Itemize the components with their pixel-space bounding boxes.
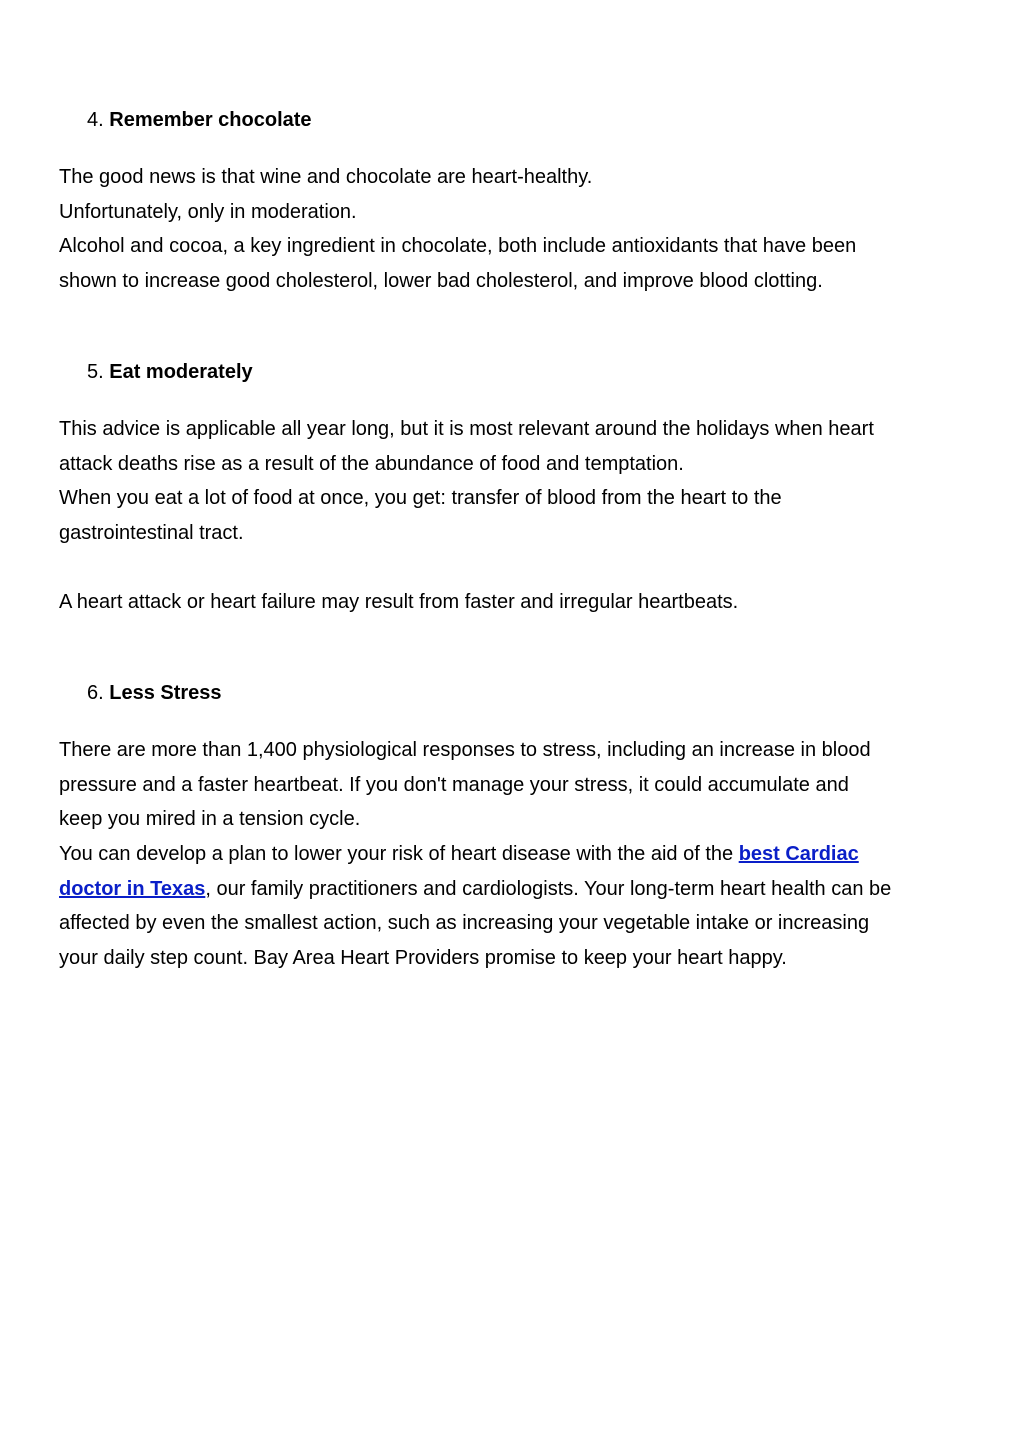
best-cardiac-doctor-link[interactable]: best Cardiac	[738, 843, 859, 865]
text-line: your daily step count. Bay Area Heart Providers promise to keep your heart happy.	[59, 947, 787, 970]
paragraph-chocolate	[59, 160, 969, 299]
section-title: Eat moderately	[109, 361, 253, 383]
text-line: affected by even the smallest action, such as increasing your vegetable intake or increasing	[59, 912, 870, 935]
text-line: keep you mired in a tension cycle.	[59, 808, 361, 831]
best-cardiac-doctor-link-continued[interactable]: doctor in Texas	[59, 877, 206, 900]
section-title: Remember chocolate	[109, 109, 312, 131]
section-heading-less-stress	[87, 676, 222, 710]
paragraph-eat-moderately	[59, 412, 969, 551]
paragraph-cardiac-plan	[59, 837, 969, 976]
text-line: The good news is that wine and chocolate are heart-healthy.	[59, 166, 593, 188]
text-line: When you eat a lot of food at once, you get: transfer of blood from the heart to the	[59, 487, 782, 510]
section-number: 5.	[87, 361, 104, 383]
section-heading-remember-chocolate	[87, 103, 312, 137]
text-line: A heart attack or heart failure may result from faster and irregular heartbeats.	[59, 591, 739, 613]
section-number: 6.	[87, 682, 104, 704]
section-number: 4.	[87, 109, 104, 131]
section-title: Less Stress	[109, 682, 222, 704]
text-line	[59, 872, 969, 907]
text-line: gastrointestinal tract.	[59, 522, 244, 545]
paragraph-heart-attack	[59, 585, 969, 620]
text-line: Unfortunately, only in moderation.	[59, 200, 357, 223]
text-line: This advice is applicable all year long, but it is most relevant around the holidays when heart	[59, 418, 874, 440]
text-fragment: You can develop a plan to lower your risk of heart disease with the aid of the	[59, 843, 739, 865]
text-line: Alcohol and cocoa, a key ingredient in chocolate, both include antioxidants that have been	[59, 235, 857, 258]
text-line: attack deaths rise as a result of the abundance of food and temptation.	[59, 452, 684, 475]
text-line	[59, 837, 969, 872]
paragraph-stress	[59, 733, 969, 837]
section-heading-eat-moderately	[87, 355, 253, 389]
text-line: pressure and a faster heartbeat. If you don't manage your stress, it could accumulate and	[59, 773, 849, 796]
text-line: There are more than 1,400 physiological responses to stress, including an increase in blood	[59, 739, 871, 761]
text-fragment: , our family practitioners and cardiologists. Your long-term heart health can be	[205, 877, 892, 900]
text-line: shown to increase good cholesterol, lower bad cholesterol, and improve blood clotting.	[59, 270, 823, 293]
